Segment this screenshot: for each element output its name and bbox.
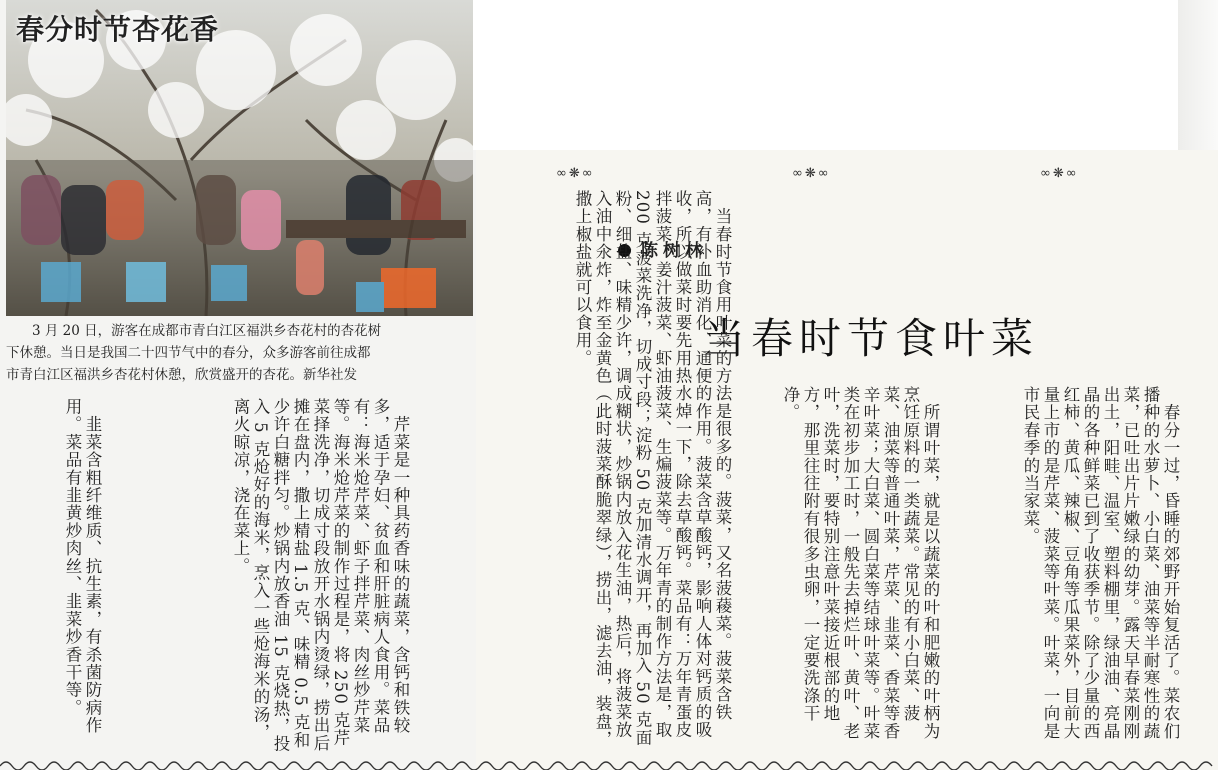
ornament-divider: ∞❋∞ bbox=[556, 166, 595, 181]
page-shadow bbox=[1178, 0, 1218, 150]
background-page bbox=[470, 0, 1180, 150]
decorative-wave-border bbox=[0, 758, 1218, 770]
photo-caption bbox=[6, 320, 476, 386]
article-paragraph: 春分一过，昏睡的郊野开始复活了。菜农们播种的水萝卜、小白菜、油菜等半耐寒性的蔬菜，已吐出片片嫩绿的幼芽。露天早春菜刚刚出土，阳畦、温室、塑料棚里，绿油油、亮晶晶的各种鲜菜已到了收获季节。除了少量的西红柿、黄瓜、辣椒、豆角等瓜果菜外，目前大量上市的是芹菜、菠菜等叶菜。叶菜，一向是市民春季的当家菜。 bbox=[1021, 386, 1180, 740]
article-paragraph: 芹菜是一种具药香味的蔬菜，含钙和铁较多，适于孕妇、贫血和肝脏病人食用。菜品有：海米炝芹菜、虾子拌芹菜、肉丝炒芹菜等。海米炝芹菜的制作过程是，将 250 克芹菜择洗净，切成寸段放开水锅内烫绿，捞出后摊在盘内，撒上精盐 1.5 克、味精 0.5 克和少许白糖拌匀。炒锅内放香油 15 克烧热，投入 5 克炝好的海米，烹入一些炝海米的汤，离火晾凉，浇在菜上。 bbox=[231, 398, 410, 753]
caption-line: 3 月 20 日，游客在成都市青白江区福洪乡杏花村的杏花树 bbox=[32, 323, 382, 339]
article-headline: 当春时节食叶菜 bbox=[703, 314, 1040, 363]
ornament-divider: ∞❋∞ bbox=[792, 166, 831, 181]
article-paragraph: 当春时节食用叶菜的方法是很多的。菠菜，又名菠薐菜。菠菜含铁高，有补血助消化、通便的作用。菠菜含草酸钙，影响人体对钙质的吸收，所以做菜时要先用热水焯一下，除去草酸钙。菜品有：万年青蛋皮拌菠菜、姜汁菠菜、虾油菠菜、生煸菠菜等。万年青的制作方法是，取 200 克菠菜洗净，切成寸段；淀粉 50 克加清水调开，再加入 50 克面粉、细盐、味精少许，调成糊状，炒锅内放入花生油，热后，将菠菜放入油中氽炸，炸至金黄色（此时菠菜酥脆翠绿），捞出，滤去油，装盘，撒上椒盐就可以食用。 bbox=[573, 190, 732, 749]
caption-line: 下休憩。当日是我国二十四节气中的春分，众多游客前往成都 bbox=[6, 345, 371, 361]
article-paragraph: 韭菜含粗纤维质、抗生素，有杀菌防病作用。菜品有韭黄炒肉丝、韭菜炒香干等。 bbox=[63, 398, 102, 735]
news-photo bbox=[6, 0, 473, 316]
caption-line: 市青白江区福洪乡杏花村休憩，欣赏盛开的杏花。新华社发 bbox=[6, 367, 357, 383]
ornament-divider: ∞❋∞ bbox=[1040, 166, 1079, 181]
author-name: 陈树林 bbox=[641, 241, 707, 261]
photo-title: 春分时节杏花香 bbox=[16, 13, 220, 46]
article-paragraph: 所谓叶菜，就是以蔬菜的叶和肥嫩的叶柄为烹饪原料的一类蔬菜。常见的有小白菜、菠菜、油菜等普通叶菜，芹菜、韭菜、香菜等香辛叶菜；大白菜、圆白菜等结球叶菜等。叶菜类在初步加工时，一般先去掉烂叶、黄叶、老叶，洗菜时，要特别注意叶菜接近根部的地方，那里往往附有很多虫卵，一定要洗涤干净。 bbox=[781, 386, 940, 740]
